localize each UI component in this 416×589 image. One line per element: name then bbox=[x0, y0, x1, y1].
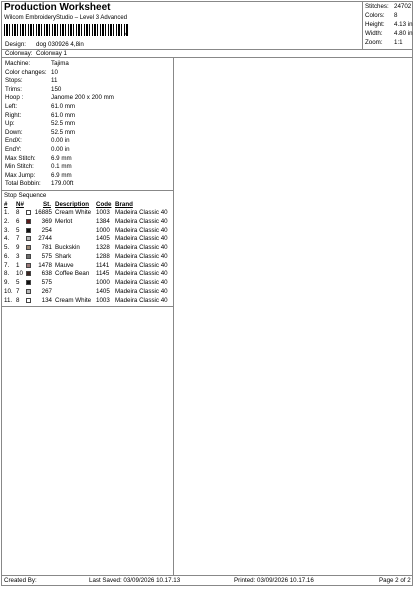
thread-brand: Madeira Classic 40 bbox=[115, 217, 168, 225]
thread-color-swatch bbox=[26, 298, 31, 303]
machine-info-label: Max Stitch: bbox=[5, 154, 36, 162]
thread-color-swatch bbox=[26, 254, 31, 259]
footer-last-saved: Last Saved: 03/09/2026 10.17.13 bbox=[89, 577, 181, 584]
col-header-code: Code bbox=[96, 201, 112, 208]
table-row bbox=[4, 279, 174, 287]
table-row bbox=[4, 297, 174, 305]
row-number: 3. bbox=[4, 226, 10, 234]
thread-code: 1003 bbox=[96, 296, 110, 304]
needle-number: 8 bbox=[16, 209, 20, 216]
stat-stitches: Stitches: 24702 bbox=[365, 3, 412, 10]
machine-info-value: 61.0 mm bbox=[51, 111, 76, 119]
thread-color-swatch bbox=[26, 245, 31, 250]
design-stats bbox=[363, 1, 413, 49]
thread-code: 1000 bbox=[96, 226, 110, 234]
thread-color-swatch bbox=[26, 236, 31, 241]
needle-number: 1 bbox=[16, 261, 20, 269]
thread-brand: Madeira Classic 40 bbox=[115, 252, 168, 260]
machine-info-label: Up: bbox=[5, 120, 15, 128]
stats-bottom-rule bbox=[362, 49, 413, 50]
thread-color-swatch bbox=[26, 280, 31, 285]
table-row bbox=[4, 218, 174, 226]
row-number: 1. bbox=[4, 209, 10, 216]
needle-number: 7 bbox=[16, 235, 20, 243]
footer-printed: Printed: 03/09/2026 10.17.16 bbox=[234, 577, 314, 584]
machine-info-label: Down: bbox=[5, 128, 23, 136]
machine-info-label: Total Bobbin: bbox=[5, 180, 41, 188]
machine-info-value: 0.1 mm bbox=[51, 163, 72, 171]
table-row bbox=[4, 235, 174, 243]
thread-description: Coffee Bean bbox=[55, 270, 90, 278]
footer-page-number: Page 2 of 2 bbox=[379, 577, 411, 584]
thread-code: 1141 bbox=[96, 261, 110, 269]
row-number: 5. bbox=[4, 244, 10, 251]
thread-description: Merlot bbox=[55, 217, 73, 225]
stitch-count: 369 bbox=[41, 217, 52, 225]
header-bottom-rule bbox=[1, 57, 413, 58]
table-row bbox=[4, 227, 174, 235]
machine-info-label: Machine: bbox=[5, 60, 31, 67]
needle-number: 6 bbox=[16, 217, 20, 225]
thread-description: Mauve bbox=[55, 261, 74, 269]
stitch-count: 1478 bbox=[38, 261, 52, 269]
thread-description: Cream White bbox=[55, 209, 92, 216]
machine-info-label: Hoop : bbox=[5, 94, 24, 102]
row-number: 7. bbox=[4, 261, 10, 269]
thread-brand: Madeira Classic 40 bbox=[115, 209, 168, 216]
machine-info-label: Stops: bbox=[5, 77, 23, 85]
machine-info-value: 10 bbox=[51, 68, 58, 76]
row-number: 6. bbox=[4, 252, 10, 260]
row-number: 9. bbox=[4, 279, 10, 286]
machine-info-label: Trims: bbox=[5, 85, 22, 93]
thread-color-swatch bbox=[26, 210, 31, 215]
thread-code: 1384 bbox=[96, 217, 110, 225]
col-header-needle: N# bbox=[16, 201, 24, 208]
stitch-count: 2744 bbox=[38, 235, 52, 243]
thread-brand: Madeira Classic 40 bbox=[115, 279, 168, 286]
machine-info-label: EndX: bbox=[5, 137, 22, 145]
stat-zoom: Zoom: 1:1 bbox=[365, 39, 403, 46]
thread-code: 1405 bbox=[96, 287, 110, 295]
thread-brand: Madeira Classic 40 bbox=[115, 244, 168, 251]
thread-code: 1288 bbox=[96, 252, 110, 260]
needle-number: 7 bbox=[16, 287, 20, 295]
stat-height: Height: 4.13 in bbox=[365, 21, 413, 28]
stitch-count: 267 bbox=[41, 287, 52, 295]
stop-sequence-title: Stop Sequence bbox=[4, 192, 47, 199]
thread-brand: Madeira Classic 40 bbox=[115, 226, 168, 234]
stat-width: Width: 4.80 in bbox=[365, 30, 413, 37]
table-row bbox=[4, 270, 174, 278]
thread-color-swatch bbox=[26, 263, 31, 268]
machine-info-rule bbox=[1, 190, 173, 191]
needle-number: 3 bbox=[16, 252, 20, 260]
machine-info-value: 52.5 mm bbox=[51, 128, 76, 136]
thread-brand: Madeira Classic 40 bbox=[115, 235, 168, 243]
row-number: 11. bbox=[4, 296, 13, 304]
machine-info-value: 0.00 in bbox=[51, 137, 70, 145]
footer-rule bbox=[1, 575, 413, 576]
machine-info-value: 6.9 mm bbox=[51, 171, 72, 179]
thread-description: Cream White bbox=[55, 296, 92, 304]
thread-color-swatch bbox=[26, 271, 31, 276]
machine-info-label: Right: bbox=[5, 111, 22, 119]
thread-code: 1405 bbox=[96, 235, 110, 243]
thread-brand: Madeira Classic 40 bbox=[115, 287, 168, 295]
machine-info-label: Max Jump: bbox=[5, 171, 36, 179]
barcode-mark: * bbox=[125, 33, 128, 39]
software-name: Wilcom EmbroideryStudio – Level 3 Advanced bbox=[4, 15, 128, 21]
needle-number: 5 bbox=[16, 279, 20, 286]
machine-info-label: EndY: bbox=[5, 146, 22, 153]
stitch-count: 16885 bbox=[34, 209, 52, 216]
needle-number: 5 bbox=[16, 226, 20, 234]
stitch-count: 254 bbox=[41, 226, 52, 234]
machine-info-value: 179.00ft bbox=[51, 180, 74, 188]
thread-color-swatch bbox=[26, 228, 31, 233]
table-row bbox=[4, 262, 174, 270]
thread-code: 1000 bbox=[96, 279, 110, 286]
machine-info-value: 61.0 mm bbox=[51, 103, 76, 110]
column-divider bbox=[173, 57, 174, 575]
row-number: 10. bbox=[4, 287, 13, 295]
machine-info-value: 0.00 in bbox=[51, 146, 70, 153]
thread-brand: Madeira Classic 40 bbox=[115, 296, 168, 304]
table-row bbox=[4, 244, 174, 252]
machine-info-value: Tajima bbox=[51, 60, 69, 67]
thread-color-swatch bbox=[26, 219, 31, 224]
machine-info-label: Left: bbox=[5, 103, 18, 110]
machine-info-label: Min Stitch: bbox=[5, 163, 34, 171]
machine-info-value: 52.5 mm bbox=[51, 120, 76, 128]
stitch-count: 134 bbox=[41, 296, 52, 304]
needle-number: 8 bbox=[16, 296, 20, 304]
thread-code: 1003 bbox=[96, 209, 110, 216]
barcode-image bbox=[4, 24, 128, 36]
thread-code: 1145 bbox=[96, 270, 110, 278]
needle-number: 10 bbox=[16, 270, 23, 278]
thread-color-swatch bbox=[26, 289, 31, 294]
stat-colors: Colors: 8 bbox=[365, 12, 398, 19]
machine-info-value: 11 bbox=[51, 77, 58, 85]
thread-code: 1328 bbox=[96, 244, 110, 251]
row-number: 4. bbox=[4, 235, 10, 243]
stop-sequence-rule bbox=[1, 306, 173, 307]
stitch-count: 781 bbox=[41, 244, 52, 251]
thread-brand: Madeira Classic 40 bbox=[115, 270, 168, 278]
stitch-count: 575 bbox=[41, 279, 52, 286]
row-number: 2. bbox=[4, 217, 10, 225]
stitch-count: 575 bbox=[41, 252, 52, 260]
machine-info-value: 150 bbox=[51, 85, 62, 93]
page-title: Production Worksheet bbox=[4, 2, 111, 13]
table-row bbox=[4, 288, 174, 296]
machine-info-value: Janome 200 x 200 mm bbox=[51, 94, 114, 102]
col-header-brand: Brand bbox=[115, 201, 133, 208]
stitch-count: 638 bbox=[41, 270, 52, 278]
row-number: 8. bbox=[4, 270, 10, 278]
col-header-stitches: St. bbox=[43, 201, 51, 208]
thread-brand: Madeira Classic 40 bbox=[115, 261, 168, 269]
machine-info-value: 6.9 mm bbox=[51, 154, 72, 162]
col-header-num: # bbox=[4, 201, 8, 208]
table-row bbox=[4, 253, 174, 261]
thread-description: Buckskin bbox=[55, 244, 80, 251]
col-header-description: Description bbox=[55, 201, 90, 208]
machine-info-label: Color changes: bbox=[5, 68, 47, 76]
thread-description: Shark bbox=[55, 252, 72, 260]
table-row bbox=[4, 209, 174, 217]
needle-number: 9 bbox=[16, 244, 20, 251]
footer-created-by: Created By: bbox=[4, 577, 37, 584]
